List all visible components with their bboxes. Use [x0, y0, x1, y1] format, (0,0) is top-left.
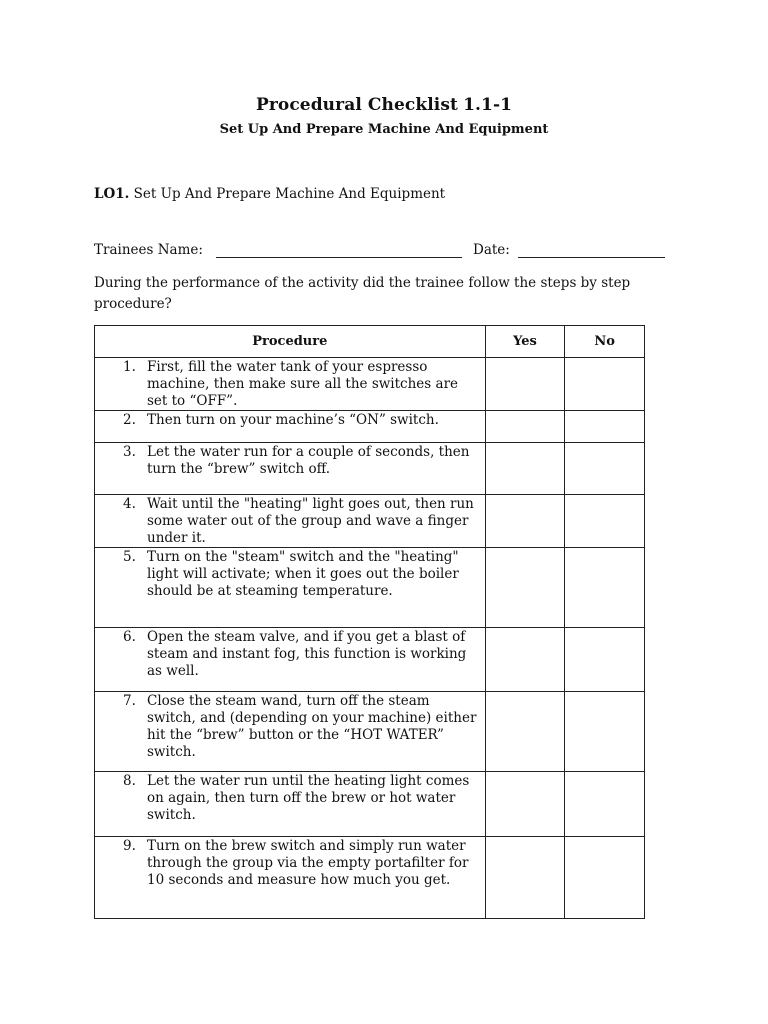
date-field[interactable]	[518, 257, 665, 258]
step-number: 8.	[123, 773, 136, 789]
yes-checkbox-cell[interactable]	[485, 495, 565, 548]
step-number: 3.	[123, 444, 136, 460]
yes-checkbox-cell[interactable]	[485, 692, 565, 772]
page-title	[0, 95, 768, 115]
no-checkbox-cell[interactable]	[565, 772, 645, 837]
step-number: 6.	[123, 629, 136, 645]
trainee-fields	[94, 242, 674, 262]
step-text: Wait until the "heating" light goes out, then run some water out of the group and wave a finger under it.	[147, 496, 474, 546]
step-text: Turn on the "steam" switch and the "heating" light will activate; when it goes out the boiler should be at steaming temperature.	[147, 549, 459, 599]
no-header: No	[565, 326, 645, 358]
no-checkbox-cell[interactable]	[565, 358, 645, 411]
title-text: Procedural Checklist	[255, 95, 458, 115]
no-checkbox-cell[interactable]	[565, 495, 645, 548]
yes-checkbox-cell[interactable]	[485, 772, 565, 837]
table-row	[95, 628, 645, 692]
step-text: First, fill the water tank of your espresso machine, then make sure all the switches are set to “OFF”.	[147, 359, 459, 409]
table-row	[95, 548, 645, 628]
step-text: Turn on the brew switch and simply run water through the group via the empty portafilter for 10 seconds and measure how much you get.	[147, 838, 469, 888]
step-number: 2.	[123, 412, 136, 428]
learning-outcome-code: LO1.	[94, 186, 130, 202]
step-text: Then turn on your machine’s “ON” switch.	[147, 412, 439, 428]
procedure-checklist-table	[94, 325, 645, 919]
no-checkbox-cell[interactable]	[565, 837, 645, 919]
step-text: Open the steam valve, and if you get a blast of steam and instant fog, this function is working as well.	[147, 629, 467, 679]
table-row	[95, 692, 645, 772]
no-checkbox-cell[interactable]	[565, 443, 645, 495]
table-row	[95, 411, 645, 443]
step-text: Close the steam wand, turn off the steam switch, and (depending on your machine) either hit the “brew” button or the “HOT WATER” switch.	[147, 693, 477, 760]
step-number: 7.	[123, 693, 136, 709]
table-header-row	[95, 326, 645, 358]
table-row	[95, 772, 645, 837]
step-text: Let the water run until the heating light comes on again, then turn off the brew or hot water switch.	[147, 773, 470, 823]
yes-checkbox-cell[interactable]	[485, 837, 565, 919]
step-number: 9.	[123, 838, 136, 854]
table-row	[95, 358, 645, 411]
page-subtitle: Set Up And Prepare Machine And Equipment	[219, 122, 549, 137]
step-number: 1.	[123, 359, 136, 375]
yes-checkbox-cell[interactable]	[485, 628, 565, 692]
date-label: Date:	[473, 242, 510, 258]
step-number: 5.	[123, 549, 136, 565]
step-text: Let the water run for a couple of seconds, then turn the “brew” switch off.	[147, 444, 470, 477]
step-number: 4.	[123, 496, 136, 512]
no-checkbox-cell[interactable]	[565, 692, 645, 772]
yes-checkbox-cell[interactable]	[485, 358, 565, 411]
yes-header: Yes	[485, 326, 565, 358]
yes-checkbox-cell[interactable]	[485, 443, 565, 495]
trainee-name-label: Trainees Name:	[94, 242, 203, 258]
learning-outcome	[94, 186, 445, 202]
table-row	[95, 837, 645, 919]
learning-outcome-text: Set Up And Prepare Machine And Equipment	[133, 186, 446, 202]
procedure-header: Procedure	[95, 326, 486, 358]
table-row	[95, 443, 645, 495]
table-row	[95, 495, 645, 548]
no-checkbox-cell[interactable]	[565, 628, 645, 692]
title-number: 1.1-1	[463, 95, 513, 115]
trainee-name-field[interactable]	[216, 257, 462, 258]
yes-checkbox-cell[interactable]	[485, 548, 565, 628]
instruction-question: During the performance of the activity did the trainee follow the steps by step procedure?	[94, 275, 631, 312]
yes-checkbox-cell[interactable]	[485, 411, 565, 443]
no-checkbox-cell[interactable]	[565, 411, 645, 443]
no-checkbox-cell[interactable]	[565, 548, 645, 628]
